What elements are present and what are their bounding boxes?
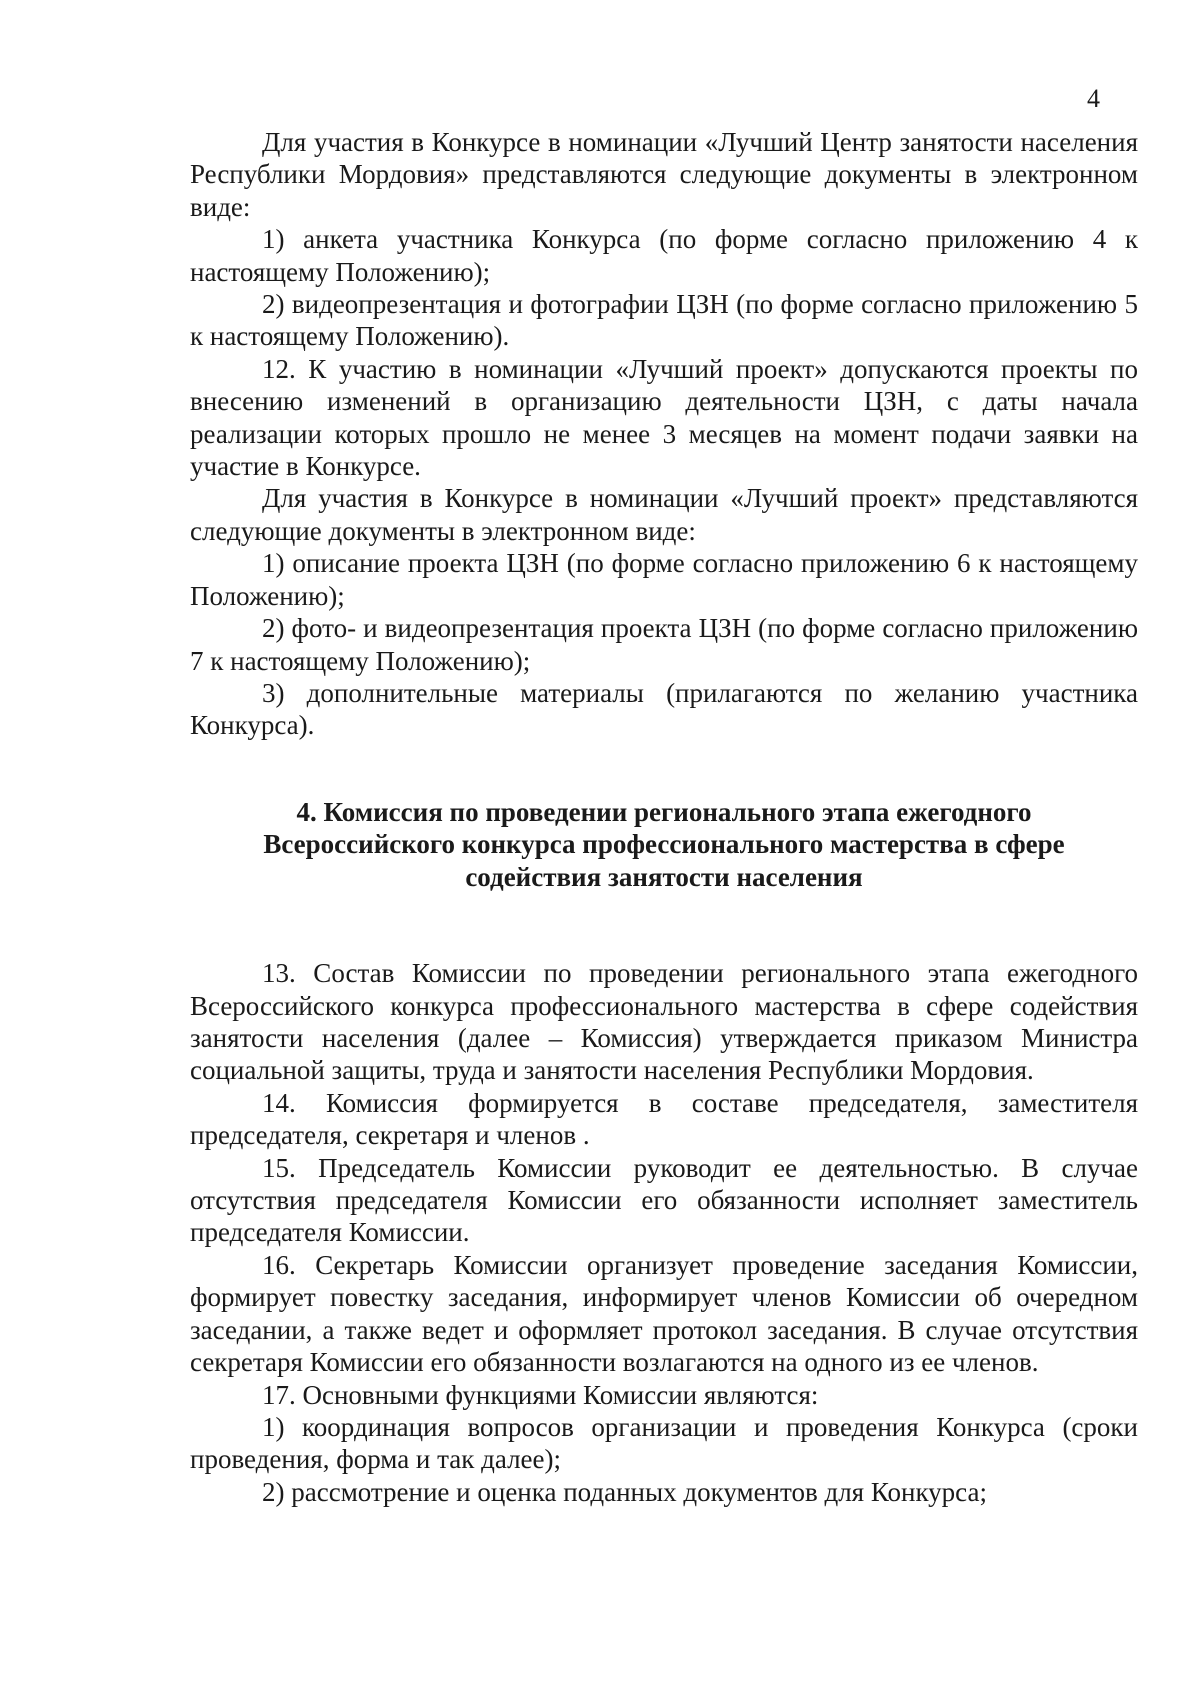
page-number: 4 — [1087, 84, 1100, 113]
paragraph-12: 12. К участию в номинации «Лучший проект» допускаются проекты по внесению изменений в организацию деятельности ЦЗН, с даты начала реализации которых прошло не менее 3 месяцев на момент подачи заявки на участие в Конкурсе. — [190, 353, 1138, 482]
list-item-coordination: 1) координация вопросов организации и проведения Конкурса (сроки проведения, форма и так далее); — [190, 1411, 1138, 1475]
paragraph-17: 17. Основными функциями Комиссии являются: — [262, 1379, 819, 1410]
list-item-photo-video: 2) фото- и видеопрезентация проекта ЦЗН (по форме согласно приложению 7 к настоящему Положению); — [190, 613, 1138, 676]
section-4-body — [190, 957, 1138, 1508]
list-item-video-presentation: 2) видеопрезентация и фотографии ЦЗН (по форме согласно приложению 5 к настоящему Положению). — [190, 289, 1138, 352]
paragraph-16: 16. Секретарь Комиссии организует проведение заседания Комиссии, формирует повестку заседания, информирует членов Комиссии об очередном заседании, а также ведет и оформляет протокол заседания. В случае отсутствия секретаря Комиссии его обязанности возлагаются на одного из ее членов. — [190, 1249, 1138, 1378]
paragraph-14: 14. Комиссия формируется в составе председателя, заместителя председателя, секретаря и членов . — [190, 1087, 1138, 1151]
list-item-additional-materials: 3) дополнительные материалы (прилагаются по желанию участника Конкурса). — [190, 677, 1138, 741]
list-item-questionnaire: 1) анкета участника Конкурса (по форме согласно приложению 4 к настоящему Положению); — [190, 224, 1138, 287]
section-4-heading: 4. Комиссия по проведении регионального этапа ежегодного Всероссийского конкурса профессионального мастерства в сфере содействия занятости населения — [263, 796, 1065, 892]
paragraph-15: 15. Председатель Комиссии руководит ее деятельностью. В случае отсутствия председателя Комиссии его обязанности исполняет заместитель председателя Комиссии. — [190, 1152, 1138, 1248]
list-item-project-description: 1) описание проекта ЦЗН (по форме согласно приложению 6 к настоящему Положению); — [190, 548, 1138, 611]
paragraph-13: 13. Состав Комиссии по проведении регионального этапа ежегодного Всероссийского конкурса профессионального мастерства в сфере содействия занятости населения (далее – Комиссия) утверждается приказом Министра социальной защиты, труда и занятости населения Республики Мордовия. — [190, 958, 1138, 1086]
paragraph-best-project-intro: Для участия в Конкурсе в номинации «Лучший проект» представляются следующие документы в электронном виде: — [190, 483, 1138, 546]
section-3-continuation — [190, 126, 1138, 742]
paragraph-documents-intro: Для участия в Конкурсе в номинации «Лучший Центр занятости населения Республики Мордовия» представляются следующие документы в электронном виде: — [190, 127, 1138, 222]
list-item-review: 2) рассмотрение и оценка поданных документов для Конкурса; — [262, 1476, 987, 1507]
document-body — [190, 126, 1138, 1508]
